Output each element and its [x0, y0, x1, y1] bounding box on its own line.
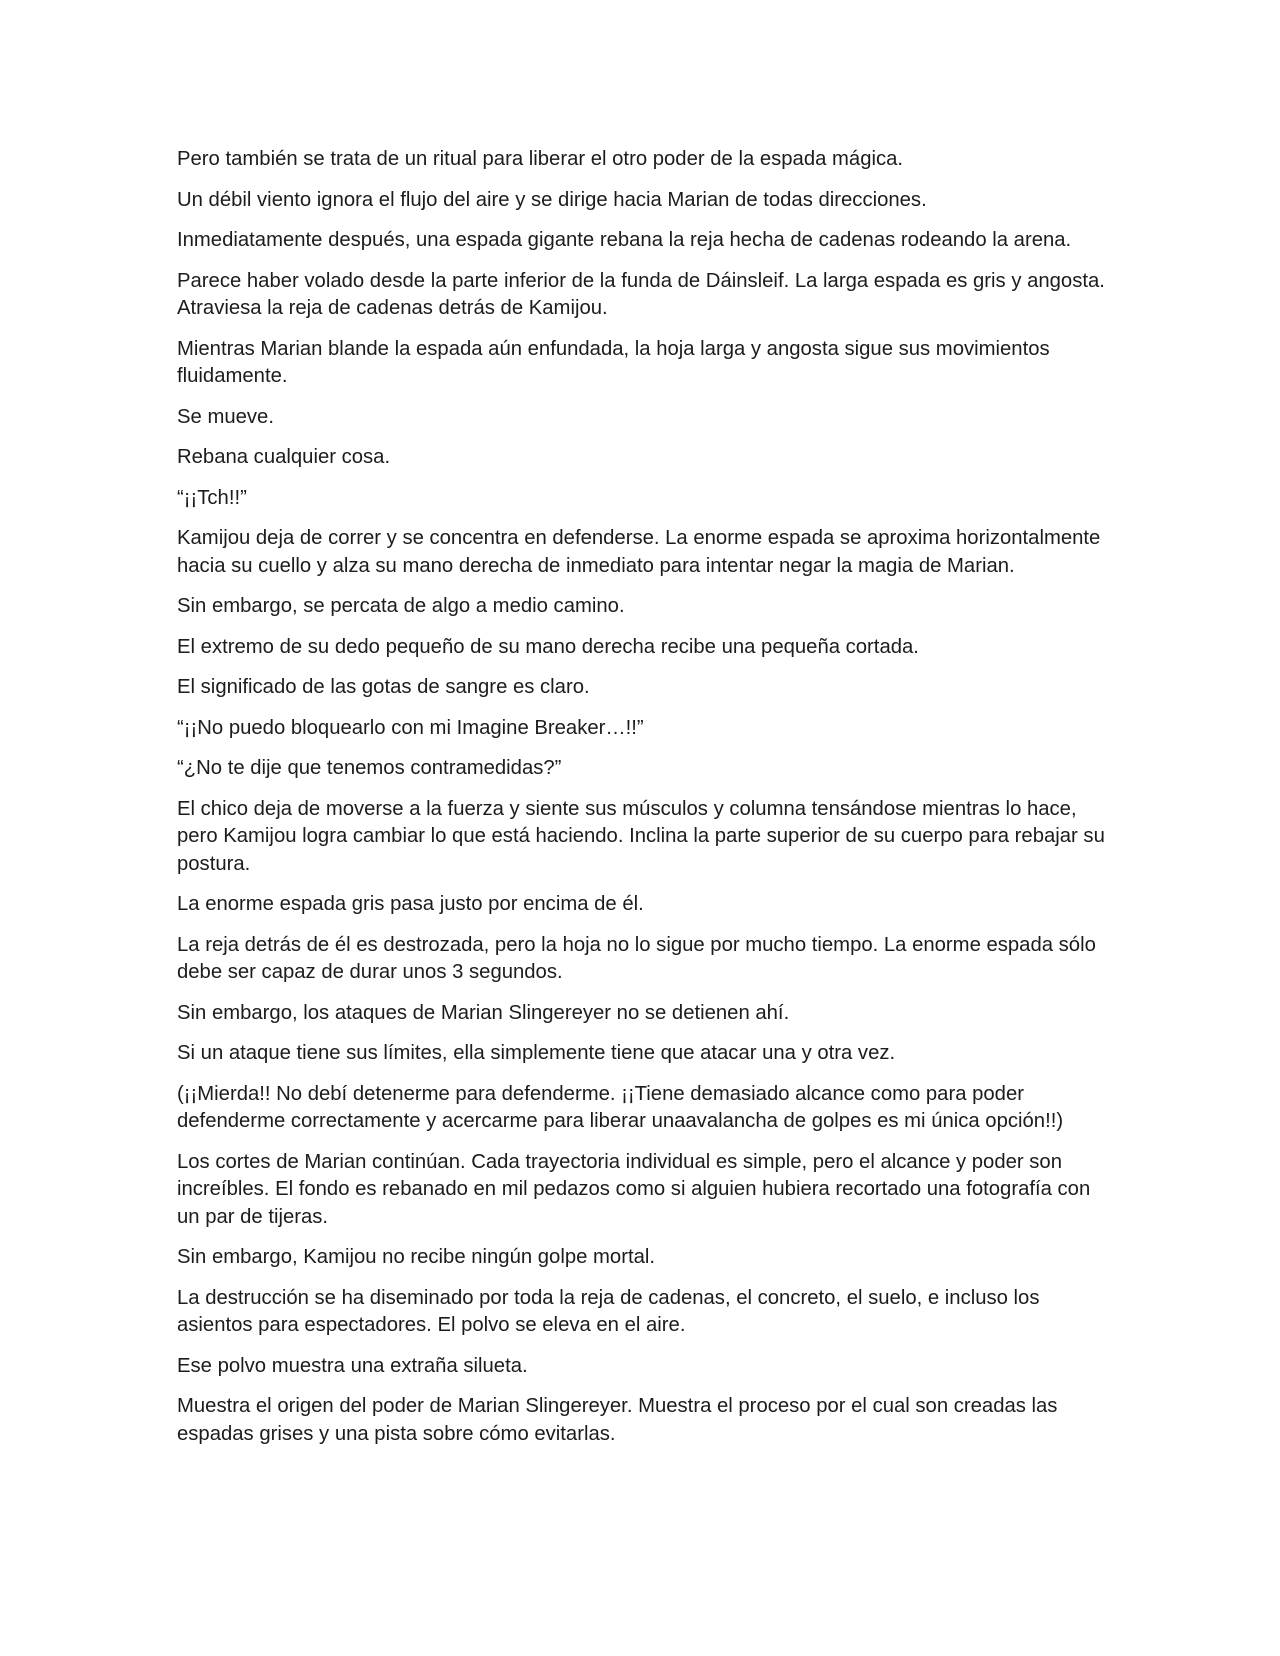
paragraph: La enorme espada gris pasa justo por encima de él. — [177, 893, 644, 915]
paragraph: Sin embargo, se percata de algo a medio camino. — [177, 595, 625, 617]
body-text — [177, 146, 1107, 1461]
paragraph: Los cortes de Marian continúan. Cada trayectoria individual es simple, pero el alcance y poder son increíbles. El fondo es rebanado en mil pedazos como si alguien hubiera recortado una fotografía con un par de tijeras. — [177, 1150, 1091, 1228]
paragraph: Inmediatamente después, una espada gigante rebana la reja hecha de cadenas rodeando la arena. — [177, 229, 1072, 251]
inner-thought: (¡¡Mierda!! No debí detenerme para defenderme. ¡¡Tiene demasiado alcance como para poder defenderme correctamente y acercarme para liberar unaavalancha de golpes es mi única opción!!) — [177, 1082, 1064, 1132]
paragraph: Se mueve. — [177, 405, 274, 428]
paragraph: La destrucción se ha diseminado por toda la reja de cadenas, el concreto, el suelo, e incluso los asientos para espectadores. El polvo se eleva en el aire. — [177, 1286, 1040, 1336]
paragraph: Parece haber volado desde la parte inferior de la funda de Dáinsleif. La larga espada es gris y angosta. Atraviesa la reja de cadenas detrás de Kamijou. — [177, 269, 1105, 319]
paragraph: El significado de las gotas de sangre es claro. — [177, 676, 590, 698]
paragraph: Pero también se trata de un ritual para liberar el otro poder de la espada mágica. — [177, 148, 904, 170]
paragraph: Sin embargo, Kamijou no recibe ningún golpe mortal. — [177, 1246, 656, 1268]
dialogue-line: “¡¡Tch!!” — [177, 486, 247, 509]
paragraph: Un débil viento ignora el flujo del aire y se dirige hacia Marian de todas direcciones. — [177, 188, 927, 211]
dialogue-line: “¿No te dije que tenemos contramedidas?” — [177, 757, 562, 779]
dialogue-line: “¡¡No puedo bloquearlo con mi Imagine Breaker…!!” — [177, 716, 644, 739]
paragraph: El extremo de su dedo pequeño de su mano derecha recibe una pequeña cortada. — [177, 635, 919, 658]
paragraph: Rebana cualquier cosa. — [177, 446, 391, 468]
paragraph: La reja detrás de él es destrozada, pero la hoja no lo sigue por mucho tiempo. La enorme espada sólo debe ser capaz de durar unos 3 segundos. — [177, 933, 1096, 983]
paragraph: El chico deja de moverse a la fuerza y siente sus músculos y columna tensándose mientras lo hace, pero Kamijou logra cambiar lo que está haciendo. Inclina la parte superior de su cuerpo para rebajar su postura. — [177, 797, 1105, 875]
paragraph: Mientras Marian blande la espada aún enfundada, la hoja larga y angosta sigue sus movimientos fluidamente. — [177, 337, 1050, 387]
paragraph: Ese polvo muestra una extraña silueta. — [177, 1354, 528, 1377]
paragraph: Si un ataque tiene sus límites, ella simplemente tiene que atacar una y otra vez. — [177, 1042, 896, 1064]
paragraph: Kamijou deja de correr y se concentra en defenderse. La enorme espada se aproxima horizontalmente hacia su cuello y alza su mano derecha de inmediato para intentar negar la magia de Marian. — [177, 527, 1101, 577]
paragraph: Muestra el origen del poder de Marian Slingereyer. Muestra el proceso por el cual son creadas las espadas grises y una pista sobre cómo evitarlas. — [177, 1395, 1058, 1445]
paragraph: Sin embargo, los ataques de Marian Slingereyer no se detienen ahí. — [177, 1001, 790, 1024]
